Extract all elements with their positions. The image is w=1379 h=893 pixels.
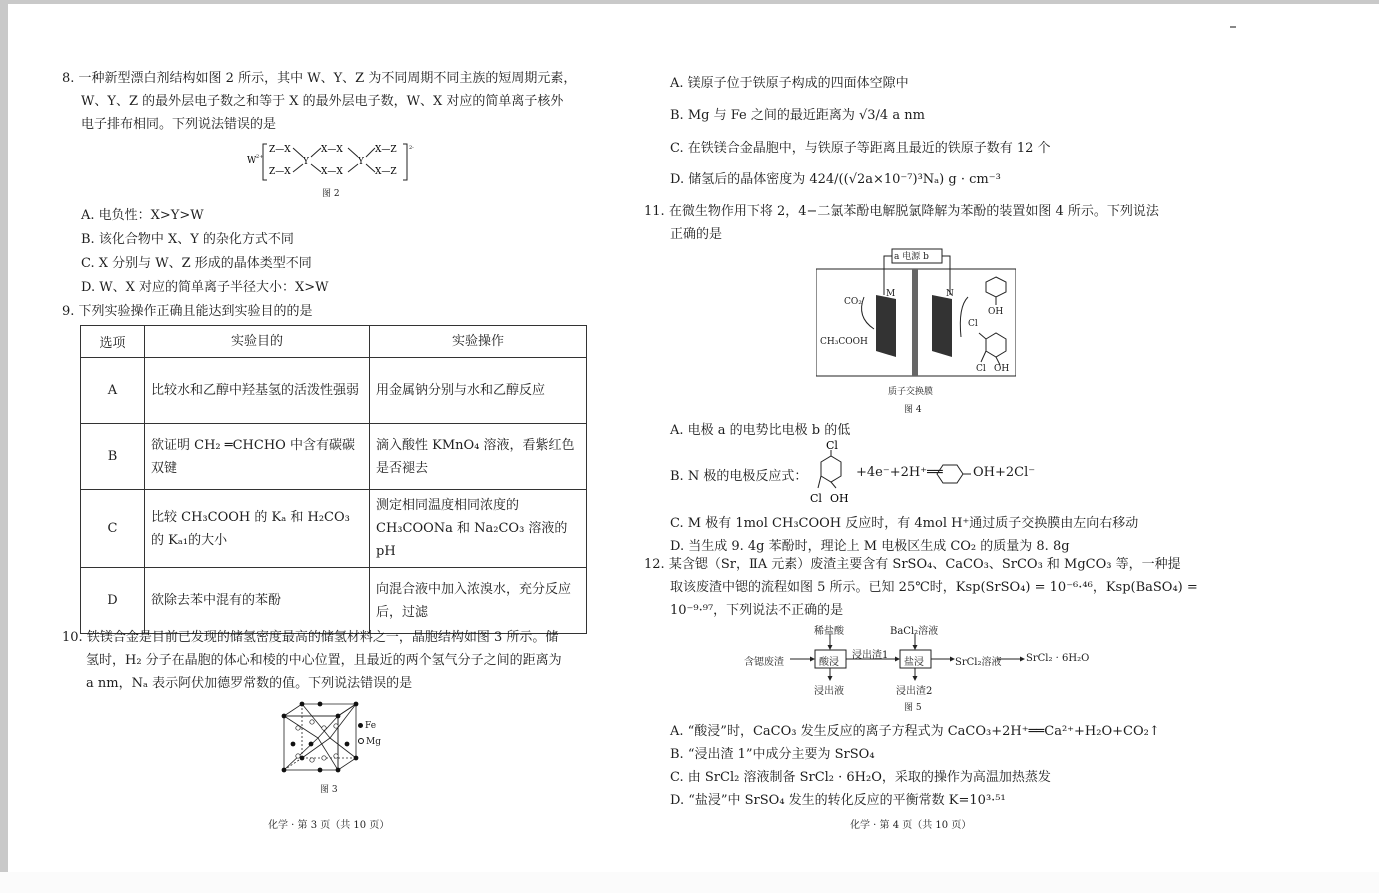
flow-product-solution: SrCl₂溶液 (955, 657, 1002, 668)
question-stem-line: 铁镁合金是目前已发现的储氢密度最高的储氢材料之一，晶胞结构如图 3 所示。储 (86, 630, 559, 645)
electrode-n-label: N (946, 289, 954, 299)
cell-diagram (816, 247, 1016, 407)
question-stem-line: 一种新型漂白剂结构如图 2 所示，其中 W、Y、Z 为不同周期不同主族的短周期元素， (78, 71, 577, 86)
q11-option-c: C. M 极有 1mol CH₃COOH 反应时，有 4mol H⁺通过质子交换膜由左向右移动 (670, 516, 1139, 531)
question-9 (62, 300, 313, 319)
chlorophenol-oh-label: OH (994, 364, 1010, 374)
cell-option: C (81, 490, 145, 568)
question-stem-line: 某含锶（Sr，ⅡA 元素）废渣主要含有 SrSO₄、CaCO₃、SrCO₃ 和 MgCO₃ 等，一种提 (668, 557, 1181, 572)
page-3-footer: 化学 · 第 3 页（共 10 页） (268, 820, 390, 831)
flow-input: 含锶废渣 (744, 657, 784, 668)
svg-text:Z—X: Z—X (269, 145, 291, 155)
dichlorophenol-structure (806, 440, 856, 506)
cell-purpose: 欲除去苯中混有的苯酚 (145, 568, 370, 634)
svg-text:Y: Y (303, 157, 309, 167)
cell-option: D (81, 568, 145, 634)
fe-dot-icon (358, 723, 363, 728)
phenol-oh-label: OH (988, 307, 1004, 317)
membrane-label: 质子交换膜 (888, 387, 934, 397)
svg-text:Cl: Cl (810, 492, 822, 505)
figure-3-legend (358, 718, 381, 750)
ch3cooh-label: CH₃COOH (820, 337, 868, 347)
cell-purpose: 比较 CH₃COOH 的 Kₐ 和 H₂CO₃ 的 Kₐ₁的大小 (145, 490, 370, 568)
question-stem-line: 氢时，H₂ 分子在晶胞的体心和棱的中心位置，且最近的两个氢气分子之间的距离为 (86, 653, 562, 668)
svg-text:OH: OH (830, 492, 849, 505)
figure-4-electrolysis-cell (816, 247, 1016, 407)
table-row (81, 424, 587, 490)
svg-text:2-: 2- (409, 145, 414, 151)
flow-reagent-2: BaCl₂溶液 (890, 626, 939, 637)
q12-option-a: A. “酸浸”时，CaCO₃ 发生反应的离子方程式为 CaCO₃+2H⁺══Ca²⁺+H₂O+CO₂↑ (670, 724, 1160, 739)
question-11 (644, 200, 1159, 246)
q11-option-a: A. 电极 a 的电势比电极 b 的低 (670, 423, 851, 438)
flow-residue-2: 浸出渣2 (896, 686, 933, 697)
q11-option-d: D. 当生成 9. 4g 苯酚时，理论上 M 电极区生成 CO₂ 的质量为 8. 8g (670, 539, 1070, 554)
question-stem-line: 10⁻⁹·⁹⁷，下列说法不正确的是 (670, 603, 844, 618)
question-stem-line: 正确的是 (670, 227, 723, 242)
cell-operation: 测定相同温度相同浓度的 CH₃COONa 和 Na₂CO₃ 溶液的 pH (370, 490, 587, 568)
q11-option-b-equation: +4e⁻+2H⁺══ (856, 465, 943, 480)
question-stem-line: 取该废渣中锶的流程如图 5 所示。已知 25℃时，Ksp(SrSO₄) = 10⁻⁶·⁴⁶，Ksp(BaSO₄) = (670, 580, 1198, 595)
q11-option-b (670, 465, 807, 484)
question-number: 12. (644, 557, 665, 572)
svg-text:W: W (247, 156, 257, 166)
cell-operation: 用金属钠分别与水和乙醇反应 (370, 358, 587, 424)
svg-text:X—X: X—X (321, 145, 343, 155)
header-operation: 实验操作 (370, 326, 587, 358)
cell-operation: 滴入酸性 KMnO₄ 溶液，看紫红色是否褪去 (370, 424, 587, 490)
question-number: 10. (62, 630, 83, 645)
svg-text:X—X: X—X (321, 167, 343, 177)
electrode-m-label: M (886, 289, 896, 299)
q11-option-b-product: OH+2Cl⁻ (973, 465, 1036, 480)
q8-option-b: B. 该化合物中 X、Y 的杂化方式不同 (81, 232, 294, 247)
question-number: 8. (62, 71, 75, 86)
cell-operation: 向混合液中加入浓溴水，充分反应后，过滤 (370, 568, 587, 634)
figure-3-caption: 图 3 (320, 785, 338, 795)
q8-option-c: C. X 分别与 W、Z 形成的晶体类型不同 (81, 256, 312, 271)
flow-output-leachate: 浸出液 (814, 686, 844, 697)
crop-mark (1230, 26, 1236, 28)
table-row (81, 358, 587, 424)
flow-step-salt-leach: 盐浸 (904, 657, 924, 668)
question-stem-line: a nm，Nₐ 表示阿伏加德罗常数的值。下列说法错误的是 (86, 676, 413, 691)
cl-label-1: Cl (968, 319, 978, 329)
figure-5-caption: 图 5 (904, 703, 922, 713)
flow-residue-1: 浸出渣1 (852, 650, 889, 661)
question-12 (644, 553, 1198, 622)
q11-option-b-label: B. N 极的电极反应式： (670, 469, 808, 484)
question-stem: 下列实验操作正确且能达到实验目的的是 (78, 304, 313, 319)
cell-purpose: 欲证明 CH₂ ═CHCHO 中含有碳碳双键 (145, 424, 370, 490)
mg-circle-icon (358, 738, 364, 744)
q12-option-d: D. “盐浸”中 SrSO₄ 发生的转化反应的平衡常数 K=10³·⁵¹ (670, 793, 1006, 808)
legend-fe: Fe (365, 721, 377, 731)
svg-text:X—Z: X—Z (375, 167, 397, 177)
scan-bottom-margin (0, 872, 1379, 893)
svg-text:2+: 2+ (256, 154, 264, 160)
q8-option-a: A. 电负性：X>Y>W (81, 208, 204, 223)
q10-option-b (670, 104, 925, 123)
header-option: 选项 (81, 326, 145, 358)
svg-text:Cl: Cl (826, 440, 838, 452)
flow-step-acid-leach: 酸浸 (819, 657, 839, 668)
figure-2-structure (245, 140, 425, 185)
table-row (81, 568, 587, 634)
flow-product-crystal: SrCl₂ · 6H₂O (1026, 653, 1090, 664)
cell-purpose: 比较水和乙醇中羟基氢的活泼性强弱 (145, 358, 370, 424)
question-stem-line: W、Y、Z 的最外层电子数之和等于 X 的最外层电子数，W、X 对应的简单离子核外 (81, 94, 564, 109)
legend-mg: Mg (366, 737, 381, 747)
svg-text:Z—X: Z—X (269, 167, 291, 177)
q12-option-b: B. “浸出渣 1”中成分主要为 SrSO₄ (670, 747, 875, 762)
header-purpose: 实验目的 (145, 326, 370, 358)
question-10 (62, 626, 562, 695)
flow-reagent-1: 稀盐酸 (814, 626, 844, 637)
svg-text:Y: Y (358, 157, 364, 167)
question-number: 11. (644, 204, 665, 219)
question-stem-line: 电子排布相同。下列说法错误的是 (81, 117, 277, 132)
q8-option-d: D. W、X 对应的简单离子半径大小：X>W (81, 280, 329, 295)
cell-option: B (81, 424, 145, 490)
power-source-label: a 电源 b (894, 252, 929, 262)
table-row (81, 490, 587, 568)
figure-2-caption: 图 2 (322, 189, 340, 199)
experiment-table (80, 325, 587, 634)
question-8 (62, 67, 576, 136)
q12-option-c: C. 由 SrCl₂ 溶液制备 SrCl₂ · 6H₂O，采取的操作为高温加热蒸发 (670, 770, 1051, 785)
figure-5-flowchart (744, 620, 1094, 700)
figure-4-caption: 图 4 (904, 405, 922, 415)
q10-option-a: A. 镁原子位于铁原子构成的四面体空隙中 (670, 76, 909, 91)
cl-label-2: Cl (976, 364, 986, 374)
q10-option-c: C. 在铁镁合金晶胞中，与铁原子等距离且最近的铁原子数有 12 个 (670, 141, 1051, 156)
q10-option-d: D. 储氢后的晶体密度为 424/((√2a×10⁻⁷)³Nₐ) g · cm⁻³ (670, 172, 1001, 187)
cell-option: A (81, 358, 145, 424)
q10-option-b-text: B. Mg 与 Fe 之间的最近距离为 √3/4 a nm (670, 108, 925, 123)
page-4-footer: 化学 · 第 4 页（共 10 页） (850, 820, 972, 831)
question-number: 9. (62, 304, 75, 319)
co2-label: CO₂ (844, 297, 862, 307)
phenol-ring-icon (933, 463, 973, 485)
question-stem-line: 在微生物作用下将 2，4−二氯苯酚电解脱氯降解为苯酚的装置如图 4 所示。下列说法 (668, 204, 1159, 219)
table-header-row (81, 326, 587, 358)
svg-text:X—Z: X—Z (375, 145, 397, 155)
